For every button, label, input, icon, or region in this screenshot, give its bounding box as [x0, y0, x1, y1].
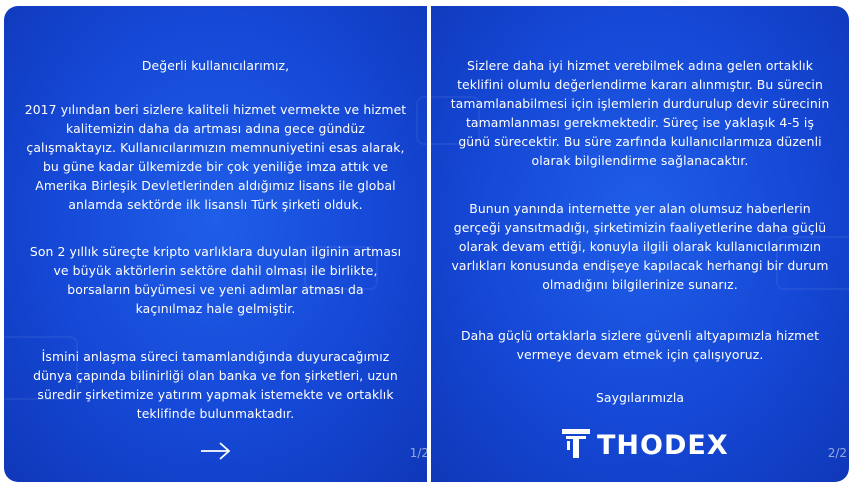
page-indicator: 2/2: [827, 446, 847, 460]
page-indicator: 1/2: [409, 446, 429, 460]
greeting-text: Değerli kullanıcılarımız,: [141, 58, 290, 73]
right-arrow-icon[interactable]: [199, 439, 233, 463]
announcement-slide-1[interactable]: [4, 6, 427, 482]
paragraph-history: 2017 yılından beri sizlere kaliteli hizmet vermekte ve hizmet kalitemizin daha da artması adına gece gündüz çalışmaktayız. Kullanıcılarımızın memnuniyetini esas alarak, bu güne kadar ülkemizde bir çok yeniliğe imza attık ve Amerika Birleşik Devletlerinden aldığımız lisans ile global anlamda sektörde ilk lisanslı Türk şirketi olduk.: [24, 102, 407, 212]
paragraph-decision: Sizlere daha iyi hizmet verebilmek adına gelen ortaklık teklifini olumlu değerlendirme kararı alınmıştır. Bu sürecin tamamlanabilmesi için işlemlerin durdurulup devir sürecinin tamamlanması gerekmektedir. Süreç ise yaklaşık 4-5 iş günü sürecektir. Bu süre zarfında kullanıcılarımıza düzenli olarak bilgilendirme sağlanacaktır.: [450, 58, 830, 168]
announcement-slide-2[interactable]: [431, 6, 849, 482]
paragraph-partnership: İsmini anlaşma süreci tamamlandığında duyuracağımız dünya çapında bilinirliği olan banka ve fon şirketleri, uzun süredir şirketimize yatırım yapmak istemekte ve ortaklık teklifinde bulunmaktadır.: [33, 349, 398, 421]
thodex-logo: [561, 426, 729, 464]
paragraph-news: Bunun yanında internette yer alan olumsuz haberlerin gerçeği yansıtmadığı, şirketimizin faaliyetlerine daha güçlü olarak devam ettiği, konuyla ilgili olarak kullanıcılarımızın varlıkları konusunda endişeye kapılacak herhangi bir durum olmadığını bilgilerinize sunarız.: [451, 201, 829, 292]
paragraph-commitment: Daha güçlü ortaklarla sizlere güvenli altyapımızla hizmet vermeye devam etmek için çalışıyoruz.: [460, 328, 820, 362]
closing-text: Saygılarımızla: [595, 390, 685, 405]
thodex-logo-icon: [561, 427, 591, 463]
paragraph-growth: Son 2 yıllık süreçte kripto varlıklara duyulan ilginin artması ve büyük aktörlerin sektöre dahil olması ile birlikte, borsaların büyümesi ve yeni adımlar atması da kaçınılmaz hale gelmiştir.: [29, 244, 402, 316]
logo-wordmark: THODEX: [597, 429, 729, 461]
